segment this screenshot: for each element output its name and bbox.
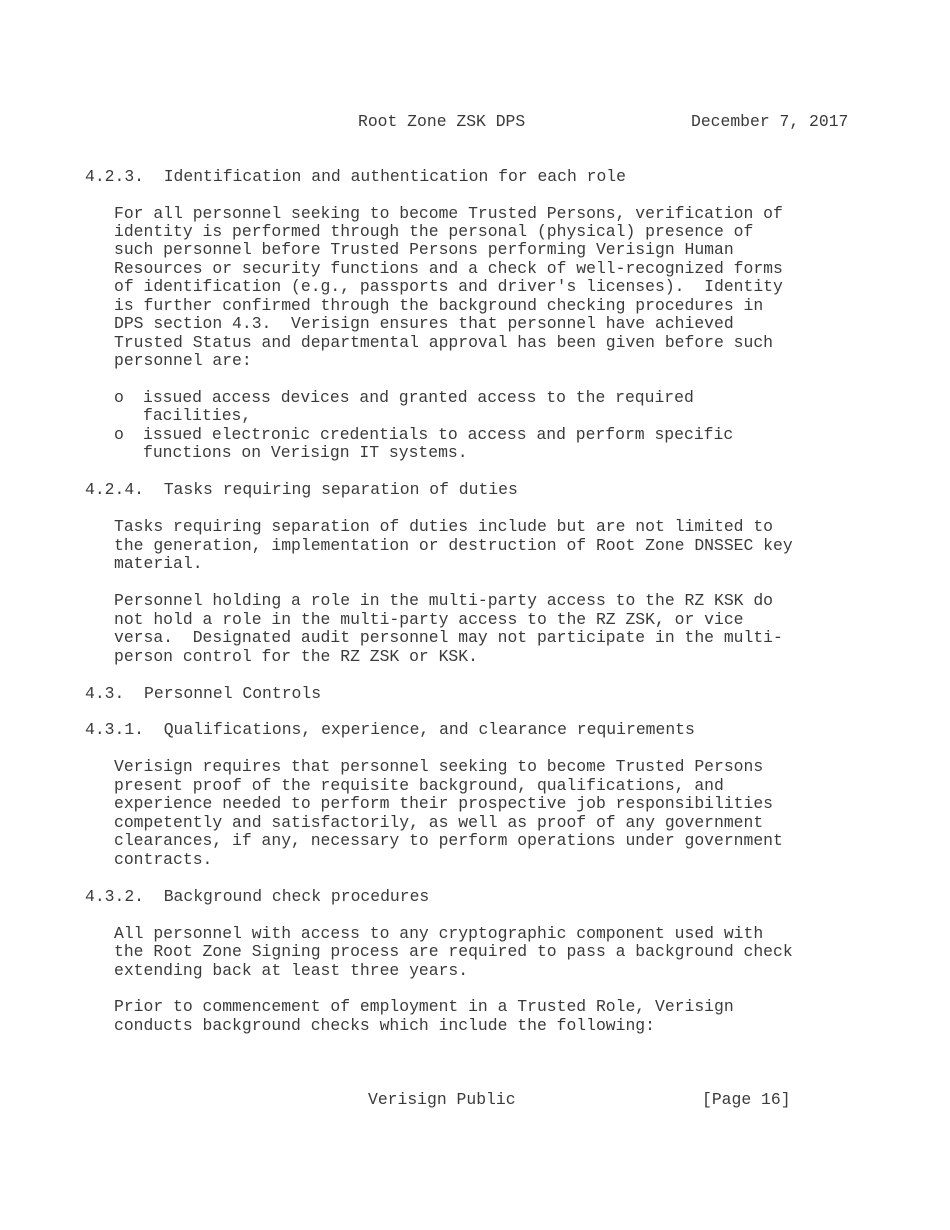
paragraph-line: conducts background checks which include the following: — [114, 1016, 655, 1035]
list-item-continuation: facilities, — [143, 406, 252, 425]
paragraph-line: experience needed to perform their prospective job responsibilities — [114, 794, 774, 813]
paragraph-line: of identification (e.g., passports and driver's licenses). Identity — [114, 277, 783, 296]
list-item-continuation: functions on Verisign IT systems. — [143, 443, 468, 462]
paragraph-line: For all personnel seeking to become Trusted Persons, verification of — [114, 204, 783, 223]
paragraph-line: material. — [114, 554, 203, 573]
paragraph-line: the Root Zone Signing process are required to pass a background check — [114, 942, 793, 961]
section-heading-4-3: 4.3. Personnel Controls — [85, 684, 322, 703]
paragraph-line: Tasks requiring separation of duties include but are not limited to — [114, 517, 774, 536]
paragraph-line: Resources or security functions and a check of well-recognized forms — [114, 259, 783, 278]
paragraph-line: Prior to commencement of employment in a Trusted Role, Verisign — [114, 997, 734, 1016]
paragraph-line: identity is performed through the personal (physical) presence of — [114, 222, 754, 241]
paragraph-line: person control for the RZ ZSK or KSK. — [114, 647, 478, 666]
page-footer-page-number: [Page 16] — [702, 1090, 791, 1109]
bullet-marker: o — [114, 425, 124, 444]
page-header-title: Root Zone ZSK DPS — [358, 112, 526, 131]
paragraph-line: Verisign requires that personnel seeking to become Trusted Persons — [114, 757, 764, 776]
paragraph-line: Personnel holding a role in the multi-party access to the RZ KSK do — [114, 591, 774, 610]
list-item: issued access devices and granted access to the required — [143, 388, 694, 407]
paragraph-line: not hold a role in the multi-party access to the RZ ZSK, or vice — [114, 610, 744, 629]
bullet-marker: o — [114, 388, 124, 407]
section-heading-4-2-3: 4.2.3. Identification and authentication for each role — [85, 167, 626, 186]
paragraph-line: such personnel before Trusted Persons performing Verisign Human — [114, 240, 734, 259]
paragraph-line: personnel are: — [114, 351, 252, 370]
paragraph-line: All personnel with access to any cryptographic component used with — [114, 924, 764, 943]
paragraph-line: competently and satisfactorily, as well as proof of any government — [114, 813, 764, 832]
section-heading-4-3-2: 4.3.2. Background check procedures — [85, 887, 430, 906]
paragraph-line: versa. Designated audit personnel may not participate in the multi- — [114, 628, 783, 647]
paragraph-line: present proof of the requisite background, qualifications, and — [114, 776, 724, 795]
page-header-date: December 7, 2017 — [691, 112, 849, 131]
paragraph-line: Trusted Status and departmental approval has been given before such — [114, 333, 774, 352]
paragraph-line: the generation, implementation or destruction of Root Zone DNSSEC key — [114, 536, 793, 555]
section-heading-4-3-1: 4.3.1. Qualifications, experience, and clearance requirements — [85, 720, 695, 739]
paragraph-line: DPS section 4.3. Verisign ensures that personnel have achieved — [114, 314, 734, 333]
section-heading-4-2-4: 4.2.4. Tasks requiring separation of duties — [85, 480, 518, 499]
page-footer-publisher: Verisign Public — [368, 1090, 516, 1109]
paragraph-line: extending back at least three years. — [114, 961, 469, 980]
paragraph-line: contracts. — [114, 850, 213, 869]
list-item: issued electronic credentials to access and perform specific — [143, 425, 734, 444]
paragraph-line: clearances, if any, necessary to perform operations under government — [114, 831, 783, 850]
paragraph-line: is further confirmed through the background checking procedures in — [114, 296, 764, 315]
